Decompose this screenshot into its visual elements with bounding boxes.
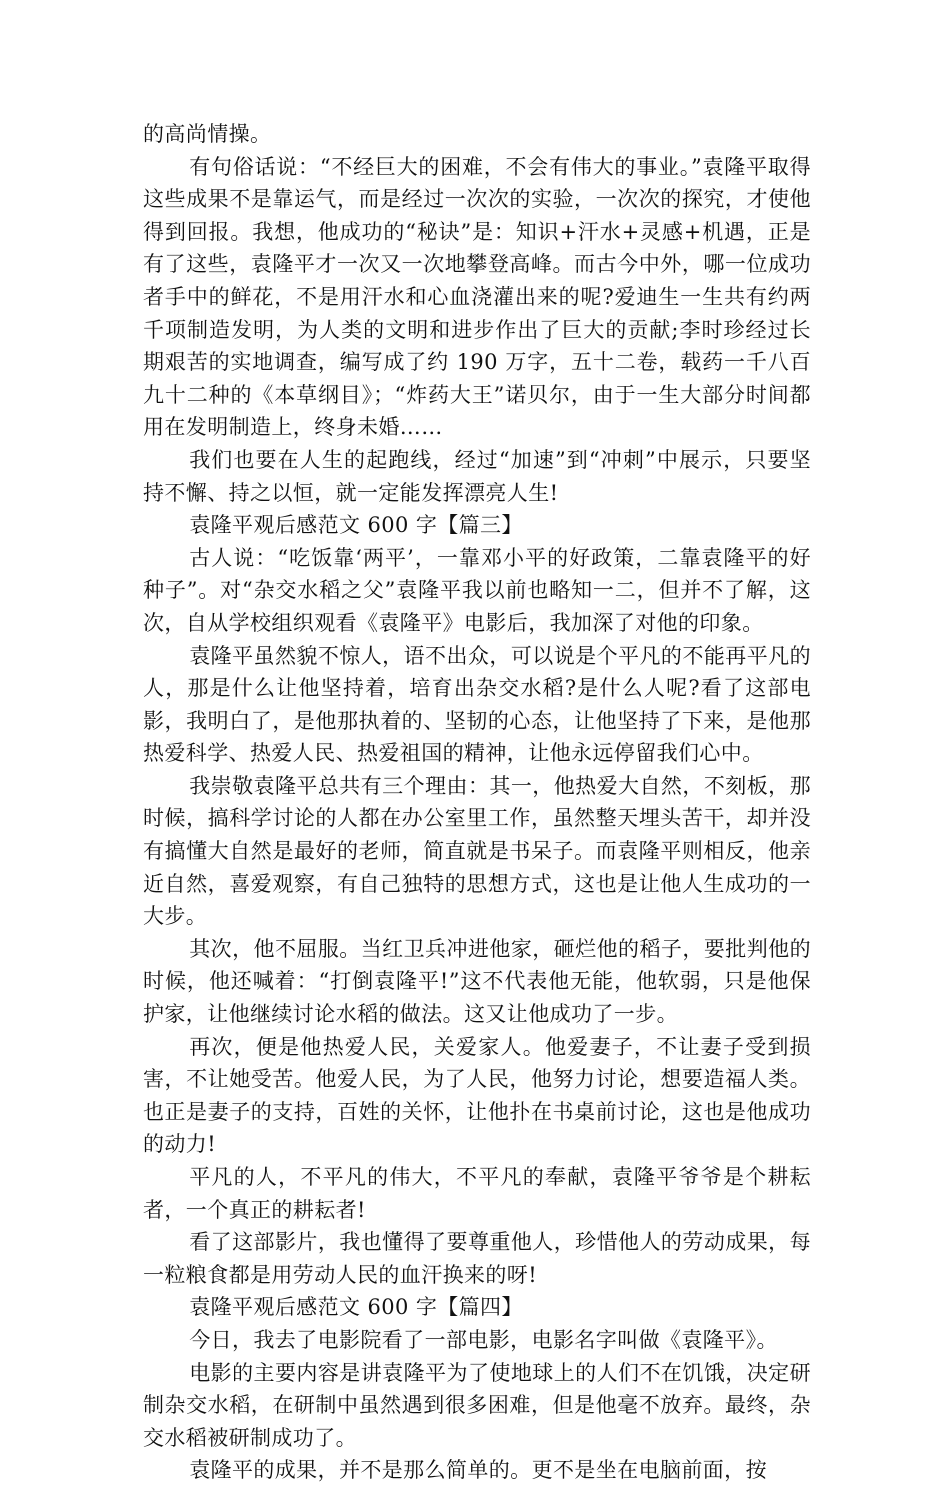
paragraph: 有句俗话说：“不经巨大的困难，不会有伟大的事业。”袁隆平取得这些成果不是靠运气，而是经过一次次的实验，一次次的探究，才使他得到回报。我想，他成功的“秘诀”是：知识+汗水+灵感+机遇，正是有了这些，袁隆平才一次又一次地攀登高峰。而古今中外，哪一位成功者手中的鲜花，不是用汗水和心血浇灌出来的呢?爱迪生一生共有约两千项制造发明，为人类的文明和进步作出了巨大的贡献;李时珍经过长期艰苦的实地调查，编写成了约 190 万字，五十二卷，载药一千八百九十二种的《本草纲目》；“炸药大王”诺贝尔，由于一生大部分时间都用在发明制造上，终身未婚…… bbox=[143, 154, 811, 440]
paragraph: 古人说：“吃饭靠‘两平’，一靠邓小平的好政策，二靠袁隆平的好种子”。对“杂交水稻之父”袁隆平我以前也略知一二，但并不了解，这次，自从学校组织观看《袁隆平》电影后，我加深了对他的印象。 bbox=[143, 545, 811, 635]
paragraph: 袁隆平的成果，并不是那么简单的。更不是坐在电脑前面，按 bbox=[189, 1458, 767, 1483]
paragraph: 袁隆平虽然貌不惊人，语不出众，可以说是个平凡的不能再平凡的人，那是什么让他坚持着，培育出杂交水稻?是什么人呢?看了这部电影，我明白了，是他那执着的、坚韧的心态，让他坚持了下来，是他那热爱科学、热爱人民、热爱祖国的精神，让他永远停留我们心中。 bbox=[143, 643, 811, 766]
paragraph: 看了这部影片，我也懂得了要尊重他人，珍惜他人的劳动成果，每一粒粮食都是用劳动人民的血汗换来的呀! bbox=[143, 1230, 811, 1287]
section-heading: 袁隆平观后感范文 600 字【篇四】 bbox=[189, 1295, 523, 1320]
paragraph: 我崇敬袁隆平总共有三个理由：其一，他热爱大自然，不刻板，那时候，搞科学讨论的人都在办公室里工作，虽然整天埋头苦干，却并没有搞懂大自然是最好的老师，简直就是书呆子。而袁隆平则相反，他亲近自然，喜爱观察，有自己独特的思想方式，这也是让他人生成功的一大步。 bbox=[143, 773, 811, 929]
paragraph: 电影的主要内容是讲袁隆平为了使地球上的人们不在饥饿，决定研制杂交水稻，在研制中虽然遇到很多困难，但是他毫不放弃。最终，杂交水稻被研制成功了。 bbox=[143, 1360, 811, 1450]
paragraph: 的高尚情操。 bbox=[143, 122, 272, 146]
document-page bbox=[143, 118, 811, 1487]
paragraph: 今日，我去了电影院看了一部电影，电影名字叫做《袁隆平》。 bbox=[189, 1327, 778, 1352]
paragraph: 我们也要在人生的起跑线，经过“加速”到“冲刺”中展示，只要坚持不懈、持之以恒，就一定能发挥漂亮人生! bbox=[143, 447, 811, 505]
section-heading: 袁隆平观后感范文 600 字【篇三】 bbox=[189, 513, 523, 538]
paragraph: 再次，便是他热爱人民，关爱家人。他爱妻子，不让妻子受到损害，不让她受苦。他爱人民，为了人民，他努力讨论，想要造福人类。也正是妻子的支持，百姓的关怀，让他扑在书桌前讨论，这也是他成功的动力! bbox=[143, 1034, 811, 1157]
paragraph: 平凡的人，不平凡的伟大，不平凡的奉献，袁隆平爷爷是个耕耘者，一个真正的耕耘者! bbox=[143, 1165, 811, 1222]
paragraph: 其次，他不屈服。当红卫兵冲进他家，砸烂他的稻子，要批判他的时候，他还喊着：“打倒袁隆平!”这不代表他无能，他软弱，只是他保护家，让他继续讨论水稻的做法。这又让他成功了一步。 bbox=[143, 936, 811, 1027]
